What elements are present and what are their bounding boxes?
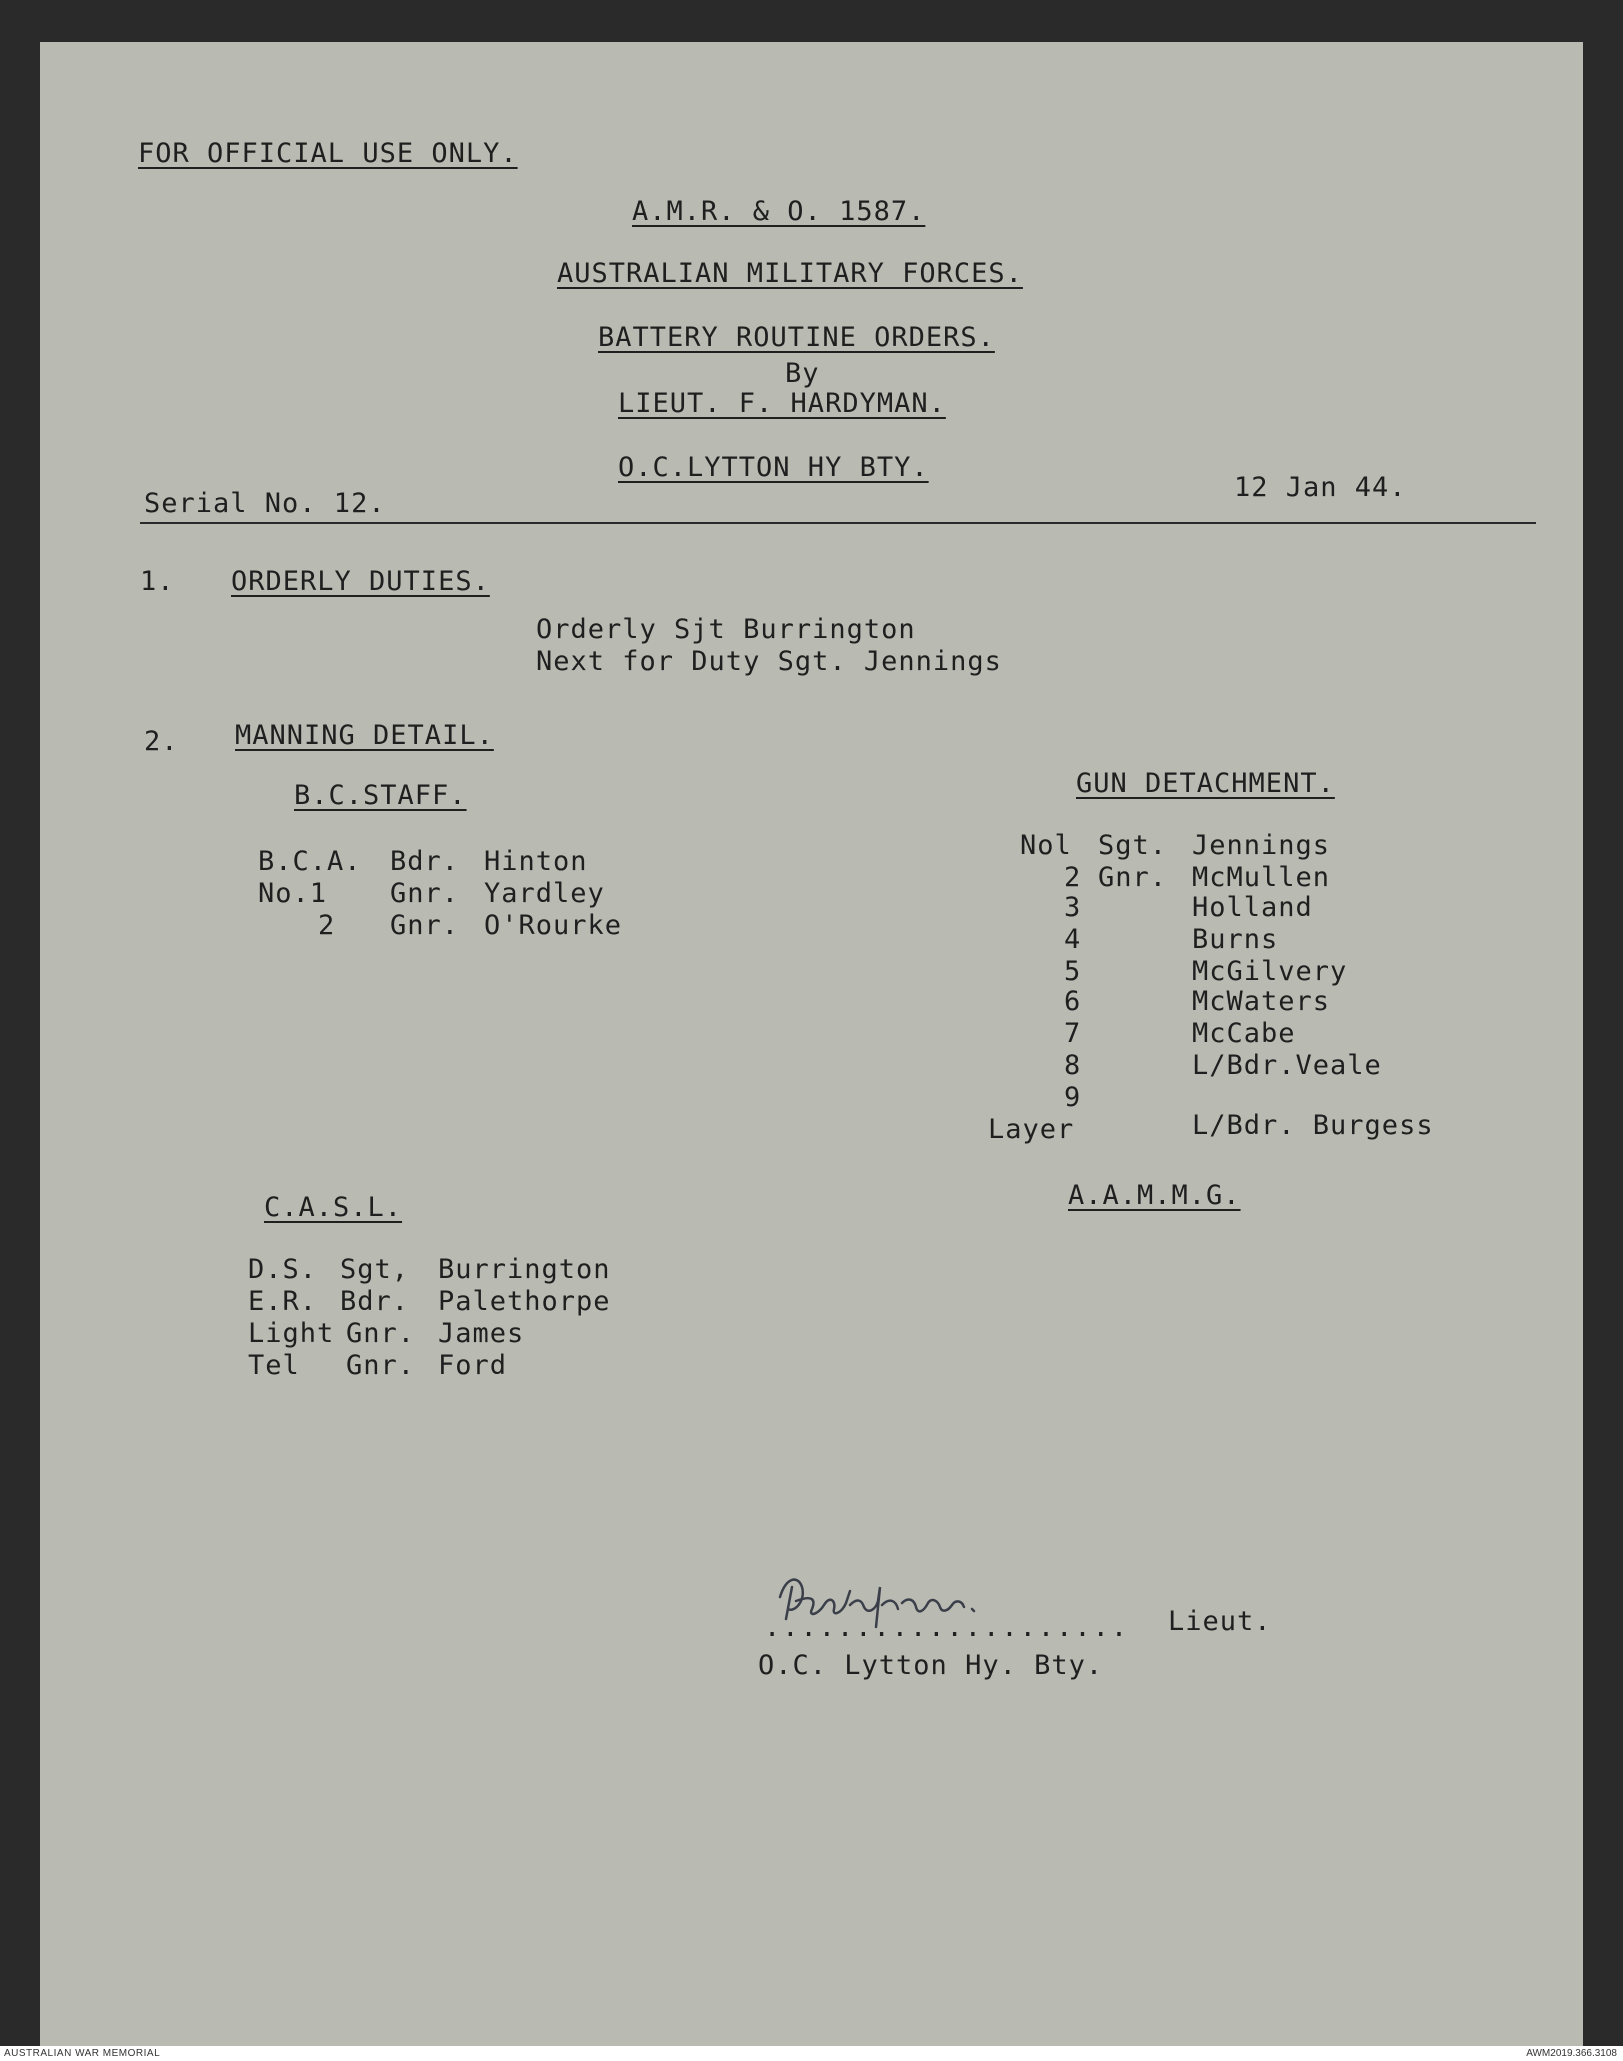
list-item-rank: Sgt,: [340, 1254, 410, 1285]
header-rule: [140, 522, 1536, 524]
list-item-rank: Gnr.: [1098, 862, 1168, 893]
list-item-pos: 7: [1064, 1018, 1082, 1049]
list-item-name: Burns: [1192, 924, 1279, 955]
list-item-name: James: [438, 1318, 525, 1349]
list-item-name: McGilvery: [1192, 956, 1348, 987]
list-item-name: O'Rourke: [484, 910, 623, 941]
archive-footer: [0, 2046, 1623, 2061]
section-1-number: 1.: [140, 566, 175, 597]
signature-dotted-line: ....................: [764, 1612, 1130, 1643]
list-item-pos: 5: [1064, 956, 1082, 987]
list-item-name: Hinton: [484, 846, 588, 877]
organisation-heading: AUSTRALIAN MILITARY FORCES.: [557, 258, 1023, 289]
list-item-rank: Gnr.: [390, 878, 460, 909]
list-item-pos: Layer: [988, 1114, 1075, 1145]
list-item-name: L/Bdr.Veale: [1192, 1050, 1382, 1081]
list-item-pos: E.R.: [248, 1286, 318, 1317]
unit-line: O.C.LYTTON HY BTY.: [618, 452, 929, 483]
list-item-name: Ford: [438, 1350, 508, 1381]
archive-name: AUSTRALIAN WAR MEMORIAL: [4, 2048, 161, 2059]
list-item-name: Yardley: [484, 878, 605, 909]
form-reference: A.M.R. & O. 1587.: [632, 196, 926, 227]
list-item-name: Jennings: [1192, 830, 1331, 861]
list-item-name: Palethorpe: [438, 1286, 611, 1317]
orderly-line: Orderly Sjt Burrington: [536, 614, 916, 645]
list-item-rank: Bdr.: [390, 846, 460, 877]
list-item-pos: No.1: [258, 878, 328, 909]
list-item-rank: Bdr.: [340, 1286, 410, 1317]
archive-id: AWM2019.366.3108: [1526, 2048, 1617, 2059]
list-item-rank: Gnr.: [346, 1318, 416, 1349]
section-2-heading: MANNING DETAIL.: [235, 720, 494, 751]
document-page: [40, 42, 1583, 2046]
list-item-pos: D.S.: [248, 1254, 318, 1285]
list-item-pos: 6: [1064, 986, 1082, 1017]
list-item-rank: Gnr.: [346, 1350, 416, 1381]
list-item-pos: 2: [318, 910, 336, 941]
list-item-pos: Light: [248, 1318, 335, 1349]
list-item-pos: 9: [1064, 1082, 1082, 1113]
list-item-name: McMullen: [1192, 862, 1331, 893]
serial-number: Serial No. 12.: [144, 488, 386, 519]
list-item-name: L/Bdr. Burgess: [1192, 1110, 1434, 1141]
list-item-pos: 3: [1064, 892, 1082, 923]
by-line: By: [785, 358, 820, 389]
author-line: LIEUT. F. HARDYMAN.: [618, 388, 946, 419]
section-1-heading: ORDERLY DUTIES.: [231, 566, 490, 597]
list-item-rank: Sgt.: [1098, 830, 1168, 861]
classification-marking: FOR OFFICIAL USE ONLY.: [138, 138, 518, 169]
order-date: 12 Jan 44.: [1234, 472, 1407, 503]
list-item-pos: 4: [1064, 924, 1082, 955]
next-for-duty-line: Next for Duty Sgt. Jennings: [536, 646, 1002, 677]
gun-detachment-heading: GUN DETACHMENT.: [1076, 768, 1335, 799]
bc-staff-heading: B.C.STAFF.: [294, 780, 467, 811]
document-title: BATTERY ROUTINE ORDERS.: [598, 322, 995, 353]
signature-rank: Lieut.: [1168, 1606, 1272, 1637]
list-item-pos: Nol: [1020, 830, 1072, 861]
list-item-pos: Tel: [248, 1350, 300, 1381]
list-item-rank: Gnr.: [390, 910, 460, 941]
signature-appointment: O.C. Lytton Hy. Bty.: [758, 1650, 1104, 1681]
list-item-name: McCabe: [1192, 1018, 1296, 1049]
section-2-number: 2.: [144, 726, 179, 757]
casl-heading: C.A.S.L.: [264, 1192, 403, 1223]
list-item-name: Burrington: [438, 1254, 611, 1285]
list-item-pos: B.C.A.: [258, 846, 362, 877]
list-item-pos: 8: [1064, 1050, 1082, 1081]
aammg-heading: A.A.M.M.G.: [1068, 1180, 1241, 1211]
list-item-name: Holland: [1192, 892, 1313, 923]
list-item-name: McWaters: [1192, 986, 1331, 1017]
list-item-pos: 2: [1064, 862, 1082, 893]
